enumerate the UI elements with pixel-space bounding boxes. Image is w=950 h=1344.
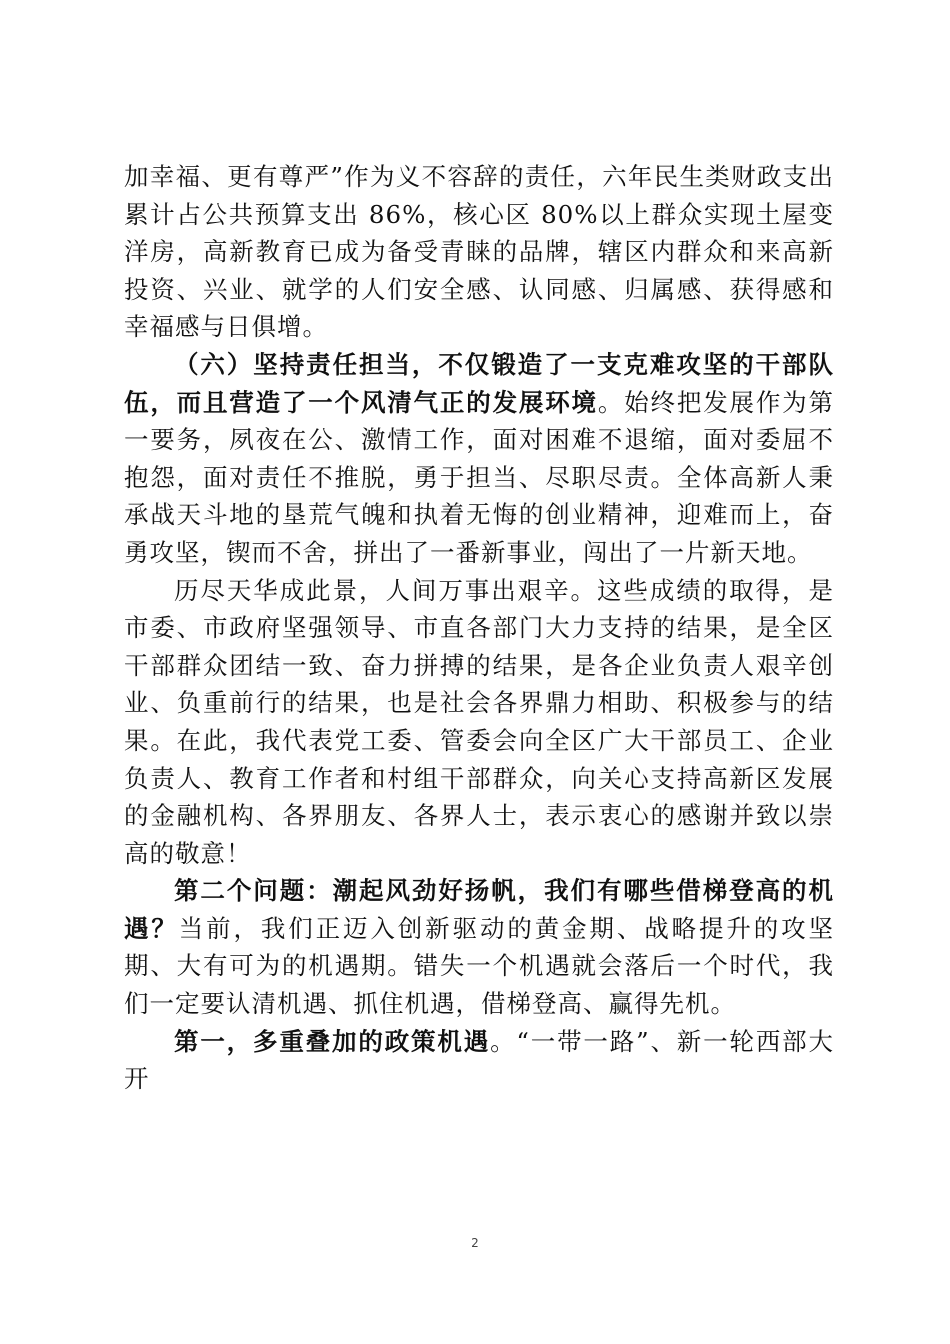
paragraph-5-text: 。“一带一路”、新一轮西部大开 (124, 1026, 834, 1094)
paragraph-2 (124, 346, 834, 572)
paragraph-1-text: 加幸福、更有尊严”作为义不容辞的责任，六年民生类财政支出累计占公共预算支出 86%，核心区 80%以上群众实现土屋变洋房，高新教育已成为备受青睐的品牌，辖区内群众和来高新投资、兴业、就学的人们安全感、认同感、归属感、获得感和幸福感与日俱增。 (124, 162, 834, 342)
paragraph-5-heading: 第一，多重叠加的政策机遇 (174, 1026, 491, 1056)
paragraph-4-text: 当前，我们正迈入创新驱动的黄金期、战略提升的攻坚期、大有可为的机遇期。错失一个机遇就会落后一个时代，我们一定要认清机遇、抓住机遇，借梯登高、赢得先机。 (124, 913, 835, 1019)
paragraph-1 (124, 158, 834, 346)
body-text (124, 158, 834, 1098)
paragraph-3-text: 历尽天华成此景，人间万事出艰辛。这些成绩的取得，是市委、市政府坚强领导、市直各部门大力支持的结果，是全区干部群众团结一致、奋力拼搏的结果，是各企业负责人艰辛创业、负重前行的结果，也是社会各界鼎力相助、积极参与的结果。在此，我代表党工委、管委会向全区广大干部员工、企业负责人、教育工作者和村组干部群众，向关心支持高新区发展的金融机构、各界朋友、各界人士，表示衷心的感谢并致以崇高的敬意！ (124, 575, 834, 868)
page-number: 2 (471, 1236, 479, 1250)
paragraph-2-heading: （六）坚持责任担当，不仅锻造了一支克难攻坚的干部队伍，而且营造了一个风清气正的发展环境 (124, 349, 834, 417)
paragraph-4 (124, 872, 834, 1022)
paragraph-4-heading: 第二个问题：潮起风劲好扬帆，我们有哪些借梯登高的机遇？ (124, 876, 834, 943)
paragraph-5 (124, 1023, 834, 1098)
paragraph-2-text: 。始终把发展作为第一要务，夙夜在公、激情工作，面对困难不退缩，面对委屈不抱怨，面对责任不推脱，勇于担当、尽职尽责。全体高新人秉承战天斗地的垦荒气魄和执着无悔的创业精神，迎难而上，奋勇攻坚，锲而不舍，拼出了一番新事业，闯出了一片新天地。 (124, 387, 835, 567)
paragraph-3 (124, 572, 834, 873)
